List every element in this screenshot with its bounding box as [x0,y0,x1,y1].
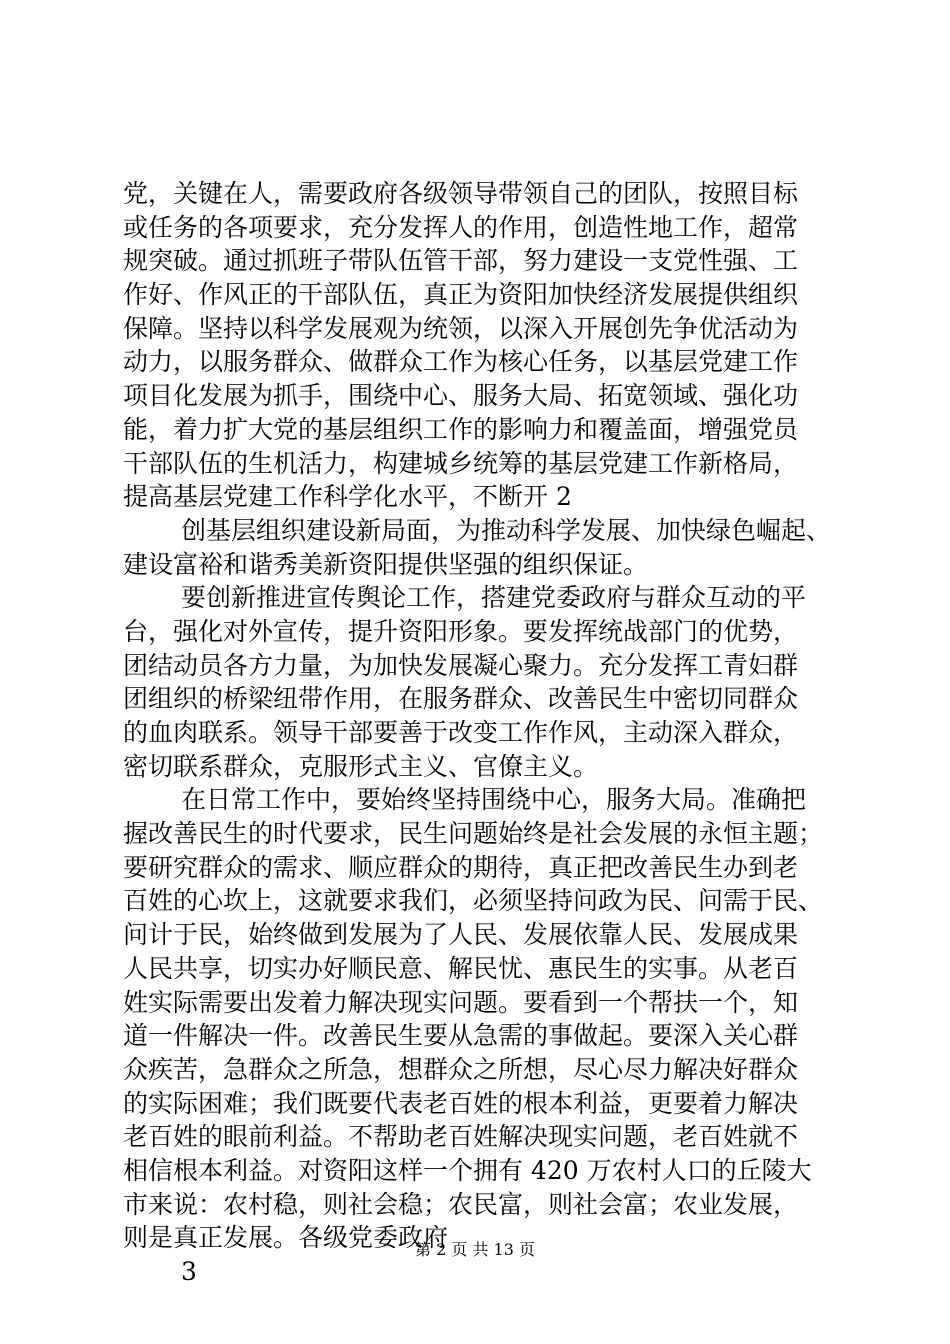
text-line: 或任务的各项要求，充分发挥人的作用，创造性地工作，超常 [123,212,799,242]
text-line: 提高基层党建工作科学化水平，不断开 2 [123,482,572,512]
text-line: 百姓的心坎上，这就要求我们，必须坚持问政为民、问需于民、 [123,886,824,916]
text-line: 在日常工作中，要始终坚持围绕中心，服务大局。准确把 [181,785,807,815]
text-line: 问计于民，始终做到发展为了人民、发展依靠人民、发展成果 [123,920,799,950]
text-line: 干部队伍的生机活力，构建城乡统筹的基层党建工作新格局， [123,448,799,478]
text-line: 能，着力扩大党的基层组织工作的影响力和覆盖面，增强党员 [123,414,799,444]
page-number-inline: 3 [181,1257,197,1286]
text-line: 保障。坚持以科学发展观为统领，以深入开展创先争优活动为 [123,313,799,343]
text-line: 规突破。通过抓班子带队伍管干部，努力建设一支党性强、工 [123,246,799,276]
text-line: 要创新推进宣传舆论工作，搭建党委政府与群众互动的平 [181,583,807,613]
text-line: 密切联系群众，克服形式主义、官僚主义。 [123,751,599,781]
text-line: 姓实际需要出发着力解决现实问题。要看到一个帮扶一个，知 [123,987,799,1017]
page-footer [0,1240,950,1260]
text-line: 的实际困难；我们既要代表老百姓的根本利益，更要着力解决 [123,1088,799,1118]
text-line: 台，强化对外宣传，提升资阳形象。要发挥统战部门的优势， [123,616,799,646]
text-line: 老百姓的眼前利益。不帮助老百姓解决现实问题，老百姓就不 [123,1122,799,1152]
text-line: 要研究群众的需求、顺应群众的期待，真正把改善民生办到老 [123,852,799,882]
text-line: 众疾苦，急群众之所急，想群众之所想，尽心尽力解决好群众 [123,1054,799,1084]
text-line: 创基层组织建设新局面，为推动科学发展、加快绿色崛起、 [181,515,832,545]
text-line: 的血肉联系。领导干部要善于改变工作作风，主动深入群众， [123,718,799,747]
text-line: 道一件解决一件。改善民生要从急需的事做起。要深入关心群 [123,1021,799,1051]
document-body [123,177,835,1289]
text-line: 相信根本利益。对资阳这样一个拥有 420 万农村人口的丘陵大 [123,1155,812,1185]
text-line: 人民共享，切实办好顺民意、解民忧、惠民生的实事。从老百 [123,953,799,983]
text-line: 建设富裕和谐秀美新资阳提供坚强的组织保证。 [123,549,649,579]
text-line: 则是真正发展。各级党委政府 [123,1223,449,1253]
text-line: 动力，以服务群众、做群众工作为核心任务，以基层党建工作 [123,347,799,377]
text-line: 作好、作风正的干部队伍，真正为资阳加快经济发展提供组织 [123,280,799,310]
text-line: 团结动员各方力量，为加快发展凝心聚力。充分发挥工青妇群 [123,650,799,680]
text-line: 党，关键在人，需要政府各级领导带领自己的团队，按照目标 [123,179,799,208]
text-line: 团组织的桥梁纽带作用，在服务群众、改善民生中密切同群众 [123,684,799,714]
page-indicator: 第 2 页 共 13 页 [415,1240,535,1259]
text-line: 握改善民生的时代要求，民生问题始终是社会发展的永恒主题； [123,819,824,849]
text-line: 项目化发展为抓手，围绕中心、服务大局、拓宽领域、强化功 [123,381,799,411]
text-line: 市来说：农村稳，则社会稳；农民富，则社会富；农业发展， [123,1189,799,1219]
